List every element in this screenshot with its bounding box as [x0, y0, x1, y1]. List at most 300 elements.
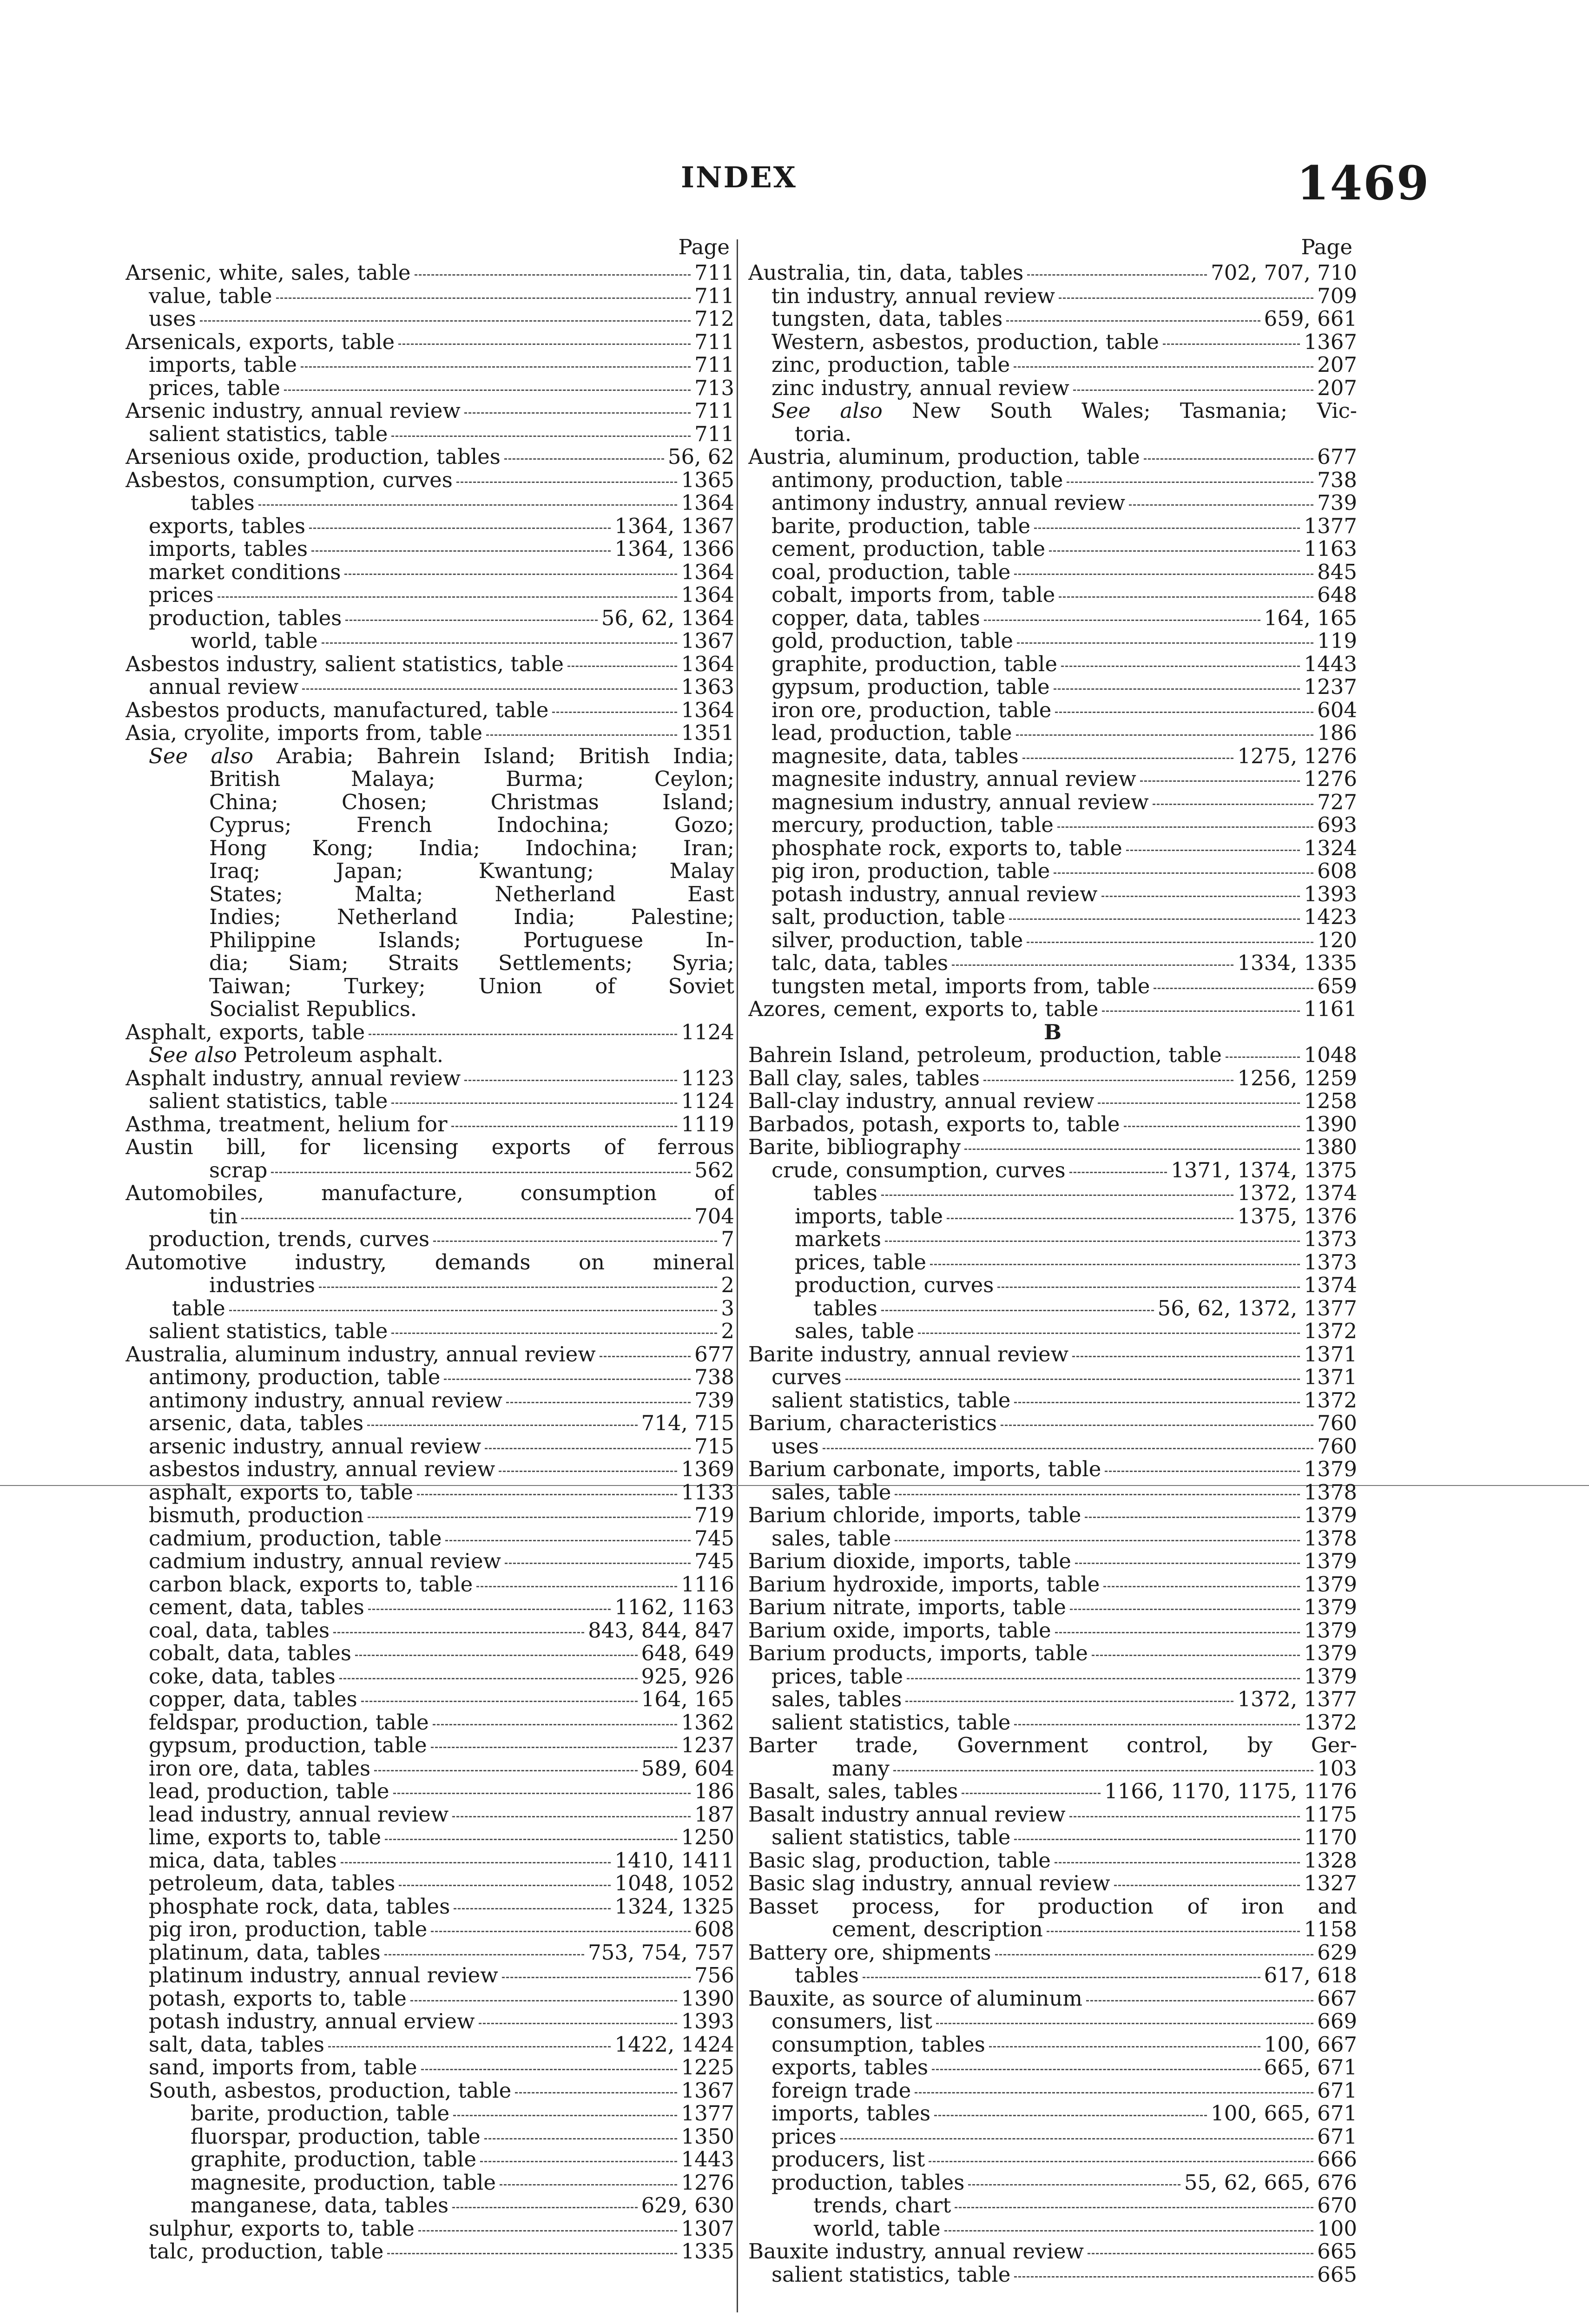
- leader-dots: [367, 1425, 637, 1426]
- page-reference: 608: [1317, 858, 1357, 883]
- entry-text: salient statistics, table: [149, 1089, 388, 1113]
- leader-dots: [1014, 574, 1313, 575]
- page-reference: 1380: [1304, 1135, 1357, 1159]
- page-reference: 1119: [681, 1111, 734, 1136]
- leader-dots: [311, 550, 611, 552]
- leader-dots: [1027, 274, 1207, 276]
- entry-text: curves: [771, 1365, 842, 1389]
- entry-text: arsenic industry, annual review: [149, 1433, 481, 1459]
- index-entry: [125, 2216, 734, 2239]
- page-reference: 1048, 1052: [614, 1871, 734, 1895]
- index-entry: [748, 536, 1357, 560]
- leader-dots: [881, 1310, 1154, 1311]
- entry-text: phosphate rock, exports to, table: [771, 835, 1122, 860]
- entry-text: Automotive industry, demands on mineral: [125, 1249, 734, 1274]
- leader-dots: [391, 1333, 717, 1334]
- entry-text: exports, tables: [771, 2055, 929, 2080]
- index-entry: [748, 2055, 1357, 2078]
- index-entry: [748, 974, 1357, 997]
- entry-text: talc, production, table: [149, 2239, 384, 2264]
- leader-dots: [893, 1770, 1313, 1771]
- leader-dots: [929, 2161, 1313, 2162]
- entry-text: imports, tables: [771, 2101, 931, 2126]
- page-reference: 56, 62, 1372, 1377: [1157, 1295, 1357, 1320]
- index-entry: [125, 1687, 734, 1710]
- index-entry: [125, 1986, 734, 2009]
- index-entry: [748, 698, 1357, 721]
- entry-text: Taiwan; Turkey; Union of Soviet: [209, 973, 734, 998]
- leader-dots: [955, 2207, 1313, 2208]
- entry-text: pig iron, production, table: [771, 858, 1050, 883]
- leader-dots: [499, 1471, 677, 1472]
- entry-text: value, table: [149, 283, 272, 308]
- index-entry: [748, 1894, 1357, 1917]
- page-reference: 1371: [1304, 1341, 1357, 1367]
- index-entry: [748, 422, 1357, 445]
- page-reference: 1307: [681, 2216, 734, 2241]
- leader-dots: [840, 2138, 1313, 2139]
- leader-dots: [1009, 918, 1300, 920]
- entry-text: tables: [191, 490, 255, 515]
- leader-dots: [863, 1977, 1260, 1978]
- page-reference: 665, 671: [1264, 2055, 1357, 2080]
- leader-dots: [1101, 896, 1300, 897]
- entry-text: Barium, characteristics: [748, 1411, 997, 1435]
- index-entry: [748, 2009, 1357, 2032]
- page-reference: 1163: [1304, 536, 1357, 561]
- index-entry: [748, 352, 1357, 376]
- index-entry: [125, 1871, 734, 1894]
- entry-text: salient statistics, table: [149, 421, 388, 446]
- index-entry: [125, 1641, 734, 1664]
- entry-text: production, curves: [795, 1273, 994, 1297]
- entry-text: Arsenic, white, sales, table: [125, 260, 411, 285]
- page-reference: 715: [694, 1433, 734, 1459]
- index-entry: [748, 1641, 1357, 1664]
- entry-text: graphite, production, table: [191, 2147, 476, 2172]
- entry-text: Basic slag industry, annual review: [748, 1871, 1110, 1895]
- page-reference: 1371: [1304, 1365, 1357, 1389]
- page-reference: 100, 667: [1264, 2032, 1357, 2057]
- leader-dots: [418, 2230, 678, 2232]
- page-reference: 1225: [681, 2055, 734, 2080]
- leader-dots: [1059, 596, 1313, 598]
- index-entry: [748, 882, 1357, 905]
- page-reference: 1379: [1304, 1595, 1357, 1619]
- entry-text: toria.: [795, 421, 852, 446]
- entry-text: uses: [149, 306, 196, 331]
- index-entry: [748, 951, 1357, 974]
- page-reference: 745: [694, 1549, 734, 1573]
- entry-text: [771, 398, 1357, 423]
- entry-text: lime, exports to, table: [149, 1825, 382, 1849]
- index-entry: [125, 858, 734, 882]
- entry-text: uses: [771, 1433, 819, 1459]
- leader-dots: [1129, 504, 1313, 506]
- index-entry: [125, 1411, 734, 1434]
- page-reference: 1372, 1377: [1237, 1687, 1357, 1711]
- index-entry: [125, 1572, 734, 1595]
- index-entry: [748, 1181, 1357, 1204]
- leader-dots: [421, 2069, 678, 2070]
- entry-text: crude, consumption, curves: [771, 1157, 1066, 1182]
- index-entry: [125, 628, 734, 652]
- leader-dots: [1047, 1931, 1300, 1932]
- page-reference: 738: [1317, 467, 1357, 492]
- leader-dots: [1014, 1839, 1300, 1840]
- leader-dots: [271, 1172, 691, 1173]
- leader-dots: [368, 1609, 611, 1610]
- entry-text: production, tables: [771, 2170, 965, 2195]
- page-reference: 648, 649: [641, 1641, 734, 1665]
- page-reference: 753, 754, 757: [588, 1940, 734, 1965]
- index-entry: [748, 490, 1357, 514]
- index-entry: [748, 2216, 1357, 2239]
- index-entry: [125, 1963, 734, 1986]
- index-entry: [748, 1043, 1357, 1066]
- page-reference: 1133: [681, 1479, 734, 1505]
- index-entry: [125, 2239, 734, 2262]
- entry-text: gypsum, production, table: [771, 674, 1050, 699]
- leader-dots: [385, 1839, 677, 1840]
- entry-text: Hong Kong; India; Indochina; Iran;: [209, 835, 734, 860]
- entry-text: [149, 1043, 443, 1067]
- page-reference: 1166, 1170, 1175, 1176: [1104, 1779, 1357, 1803]
- page-reference: 1378: [1304, 1525, 1357, 1551]
- leader-dots: [361, 1701, 638, 1702]
- entry-text: Automobiles, manufacture, consumption of: [125, 1181, 734, 1205]
- entry-text: salient statistics, table: [771, 2262, 1011, 2287]
- entry-text: manganese, data, tables: [191, 2193, 449, 2218]
- index-entry: [748, 1296, 1357, 1319]
- entry-text: Arsenious oxide, production, tables: [125, 444, 501, 469]
- leader-dots: [567, 666, 677, 667]
- page-reference: 1379: [1304, 1641, 1357, 1665]
- leader-dots: [464, 1080, 677, 1081]
- entry-text: production, trends, curves: [149, 1227, 430, 1251]
- entry-text: Australia, tin, data, tables: [748, 260, 1024, 285]
- page-reference: 1162, 1163: [614, 1595, 734, 1619]
- leader-dots: [476, 1586, 677, 1587]
- leader-dots: [1001, 1425, 1313, 1426]
- entry-text: annual review: [149, 674, 299, 699]
- index-entry: [125, 2078, 734, 2101]
- entry-text: sales, tables: [771, 1687, 902, 1711]
- index-entry: [748, 744, 1357, 767]
- leader-dots: [484, 2138, 678, 2139]
- entry-text: sales, table: [771, 1479, 891, 1505]
- index-entry: [748, 858, 1357, 882]
- leader-dots: [915, 2092, 1313, 2093]
- entry-text: Barium dioxide, imports, table: [748, 1549, 1071, 1573]
- index-entry: [748, 1733, 1357, 1756]
- entry-text: talc, data, tables: [771, 951, 949, 975]
- page-reference: 1276: [1304, 766, 1357, 791]
- entry-text: Bauxite, as source of aluminum: [748, 1986, 1082, 2011]
- entry-text: salient statistics, table: [771, 1387, 1011, 1413]
- entry-text: fluorspar, production, table: [191, 2124, 481, 2149]
- page-reference: 207: [1317, 352, 1357, 377]
- entry-text: prices: [771, 2124, 837, 2149]
- index-entry: [125, 1227, 734, 1250]
- page-reference: 704: [694, 1203, 734, 1228]
- entry-text: Barter trade, Government control, by Ger-: [748, 1733, 1357, 1757]
- page-reference: 760: [1317, 1433, 1357, 1459]
- index-entry: [125, 720, 734, 744]
- page-reference: 1124: [681, 1019, 734, 1044]
- page-reference: 1363: [681, 674, 734, 699]
- page-reference: 1375, 1376: [1237, 1203, 1357, 1228]
- page-reference: 1124: [681, 1089, 734, 1113]
- page-reference: 727: [1317, 789, 1357, 814]
- index-entry: [125, 606, 734, 629]
- leader-dots: [930, 1264, 1300, 1265]
- leader-dots: [417, 1494, 677, 1495]
- page-reference: 711: [694, 283, 734, 308]
- index-entry: [748, 1848, 1357, 1871]
- index-entry: [748, 1158, 1357, 1181]
- see-also-text: Petroleum asphalt.: [244, 1043, 443, 1067]
- index-entry: [748, 444, 1357, 468]
- index-entry: [748, 2193, 1357, 2216]
- index-entry: [125, 1825, 734, 1848]
- page-reference: 711: [694, 421, 734, 446]
- page-reference: 659: [1317, 973, 1357, 998]
- index-entry: [125, 422, 734, 445]
- leader-dots: [502, 1977, 691, 1978]
- entry-text: industries: [209, 1273, 315, 1297]
- page-reference: 667: [1317, 1986, 1357, 2011]
- index-entry: [125, 1457, 734, 1480]
- leader-dots: [1057, 826, 1313, 828]
- entry-text: imports, table: [149, 352, 297, 377]
- entry-text: Asia, cryolite, imports from, table: [125, 720, 482, 745]
- index-entry: [125, 1319, 734, 1342]
- index-entry: [748, 1917, 1357, 1940]
- page-reference: 671: [1317, 2078, 1357, 2103]
- page-reference: 1372: [1304, 1319, 1357, 1343]
- entry-text: exports, tables: [149, 513, 306, 538]
- page-reference: 1377: [1304, 513, 1357, 538]
- page-reference: 100: [1317, 2216, 1357, 2241]
- index-entry: [748, 2170, 1357, 2193]
- index-entry: [748, 2032, 1357, 2055]
- entry-text: lead industry, annual review: [149, 1802, 449, 1827]
- entry-text: cobalt, imports from, table: [771, 582, 1055, 607]
- entry-text: lead, production, table: [771, 720, 1012, 745]
- entry-text: platinum industry, annual review: [149, 1963, 498, 1987]
- entry-text: sales, table: [771, 1525, 891, 1551]
- leader-dots: [309, 528, 611, 529]
- entry-text: cement, production, table: [771, 536, 1046, 561]
- index-entry: [748, 1871, 1357, 1894]
- page-reference: 666: [1317, 2147, 1357, 2172]
- leader-dots: [881, 1195, 1234, 1196]
- leader-dots: [1059, 297, 1313, 299]
- index-column-right: [748, 235, 1357, 2285]
- page-reference: 1374: [1304, 1273, 1357, 1297]
- entry-text: silver, production, table: [771, 927, 1023, 952]
- page-reference: 1377: [681, 2101, 734, 2126]
- page-reference: 709: [1317, 283, 1357, 308]
- leader-dots: [1055, 1632, 1300, 1633]
- leader-dots: [1022, 758, 1234, 759]
- leader-dots: [464, 412, 691, 414]
- entry-text: cement, data, tables: [149, 1595, 364, 1619]
- index-entry: [125, 306, 734, 330]
- page-reference: 1367: [1304, 329, 1357, 354]
- entry-text: many: [832, 1756, 890, 1781]
- index-entry: [125, 2193, 734, 2216]
- leader-dots: [1098, 1103, 1300, 1104]
- leader-dots: [368, 1517, 691, 1518]
- index-entry: [748, 905, 1357, 928]
- index-entry: [125, 2147, 734, 2170]
- entry-text: copper, data, tables: [771, 605, 980, 630]
- leader-dots: [1006, 320, 1260, 322]
- page-reference: 164, 165: [641, 1687, 734, 1711]
- page-reference: 1379: [1304, 1664, 1357, 1689]
- page-reference: 1393: [1304, 881, 1357, 906]
- page-reference: 187: [694, 1802, 734, 1827]
- page-reference: 1379: [1304, 1457, 1357, 1481]
- index-entry: [748, 2262, 1357, 2285]
- leader-dots: [907, 1678, 1300, 1679]
- page-reference: 1393: [681, 2009, 734, 2034]
- index-entry: [125, 1204, 734, 1227]
- leader-dots: [918, 1333, 1300, 1334]
- page-reference: 1372, 1374: [1237, 1181, 1357, 1205]
- leader-dots: [1016, 734, 1314, 736]
- index-column-left: [125, 235, 734, 2262]
- page-reference: 1379: [1304, 1549, 1357, 1573]
- page-reference: 56, 62, 1364: [601, 605, 734, 630]
- entry-text: tables: [813, 1181, 877, 1205]
- index-entry: [125, 536, 734, 560]
- entry-text: sulphur, exports to, table: [149, 2216, 415, 2241]
- section-letter: B: [1043, 1019, 1062, 1044]
- entry-text: phosphate rock, data, tables: [149, 1894, 450, 1919]
- entry-text: tungsten, data, tables: [771, 306, 1003, 331]
- entry-text: salient statistics, table: [771, 1710, 1011, 1735]
- leader-dots: [410, 2000, 678, 2001]
- index-entry: [748, 2078, 1357, 2101]
- index-entry: [748, 1365, 1357, 1388]
- index-entry: [125, 490, 734, 514]
- entry-text: scrap: [209, 1157, 268, 1182]
- index-entry: [125, 1020, 734, 1043]
- entry-text: world, table: [191, 628, 318, 653]
- page-reference: 617, 618: [1264, 1963, 1357, 1987]
- page-reference: 745: [694, 1525, 734, 1551]
- leader-dots: [600, 1356, 691, 1357]
- leader-dots: [962, 1793, 1101, 1794]
- index-entry: [125, 468, 734, 491]
- entry-text: Asphalt industry, annual review: [125, 1065, 461, 1090]
- index-entry: [748, 628, 1357, 652]
- leader-dots: [1054, 872, 1313, 874]
- entry-text: cadmium, production, table: [149, 1525, 442, 1551]
- index-entry: [125, 2124, 734, 2147]
- entry-text: Asphalt, exports, table: [125, 1019, 365, 1044]
- index-entry: [125, 698, 734, 721]
- leader-dots: [391, 436, 691, 437]
- index-entry: [748, 376, 1357, 399]
- index-entry: [125, 1158, 734, 1181]
- leader-dots: [384, 1954, 584, 1955]
- index-entry: [125, 997, 734, 1020]
- index-entry: [125, 1480, 734, 1503]
- index-entry: [125, 1434, 734, 1457]
- index-entry: [125, 444, 734, 468]
- entry-text: iron ore, data, tables: [149, 1756, 371, 1781]
- entry-text: Barium nitrate, imports, table: [748, 1595, 1066, 1619]
- index-entry: [748, 1204, 1357, 1227]
- index-entry: [748, 514, 1357, 537]
- page-reference: 207: [1317, 375, 1357, 400]
- entry-text: Asbestos products, manufactured, table: [125, 697, 549, 722]
- page-reference: 671: [1317, 2124, 1357, 2149]
- page-reference: 1369: [681, 1457, 734, 1481]
- entry-text: coal, data, tables: [149, 1618, 330, 1643]
- page-reference: 1365: [681, 467, 734, 492]
- index-entry: [748, 468, 1357, 491]
- page-reference: 760: [1317, 1411, 1357, 1435]
- page-reference: 1161: [1304, 997, 1357, 1021]
- leader-dots: [431, 1931, 691, 1932]
- page-reference: 1364, 1366: [614, 536, 734, 561]
- page-reference: 670: [1317, 2193, 1357, 2218]
- page-column-label: Page: [1301, 235, 1352, 259]
- page-reference: 659, 661: [1264, 306, 1357, 331]
- leader-dots: [1092, 1655, 1300, 1656]
- index-entry: [125, 1779, 734, 1802]
- page-reference: 711: [694, 329, 734, 354]
- index-entry: [125, 1664, 734, 1687]
- leader-dots: [905, 1701, 1233, 1702]
- leader-dots: [369, 1034, 677, 1035]
- entry-text: prices: [149, 582, 214, 607]
- page-reference: 1258: [1304, 1089, 1357, 1113]
- leader-dots: [456, 482, 678, 483]
- leader-dots: [1070, 1609, 1300, 1610]
- entry-text: world, table: [813, 2216, 941, 2241]
- leader-dots: [1114, 1885, 1300, 1886]
- leader-dots: [433, 1241, 717, 1242]
- entry-text: Ball clay, sales, tables: [748, 1065, 980, 1090]
- leader-dots: [1140, 780, 1300, 782]
- index-entry: [748, 1940, 1357, 1963]
- leader-dots: [302, 688, 677, 690]
- entry-text: coke, data, tables: [149, 1664, 336, 1689]
- entry-text: arsenic, data, tables: [149, 1411, 364, 1435]
- leader-dots: [333, 1632, 584, 1633]
- page-reference: 1373: [1304, 1249, 1357, 1274]
- page-reference: 1123: [681, 1065, 734, 1090]
- index-entry: [748, 2239, 1357, 2262]
- leader-dots: [515, 2092, 677, 2093]
- index-entry: [748, 1572, 1357, 1595]
- leader-dots: [952, 964, 1233, 966]
- page-reference: 589, 604: [641, 1756, 734, 1781]
- leader-dots: [1061, 666, 1300, 667]
- entry-text: salt, data, tables: [149, 2032, 324, 2057]
- index-entry: [125, 2009, 734, 2032]
- entry-text: Cyprus; French Indochina; Gozo;: [209, 812, 734, 837]
- page-reference: 1324, 1325: [614, 1894, 734, 1919]
- page-reference: 756: [694, 1963, 734, 1987]
- entry-text: Indies; Netherland India; Palestine;: [209, 905, 734, 929]
